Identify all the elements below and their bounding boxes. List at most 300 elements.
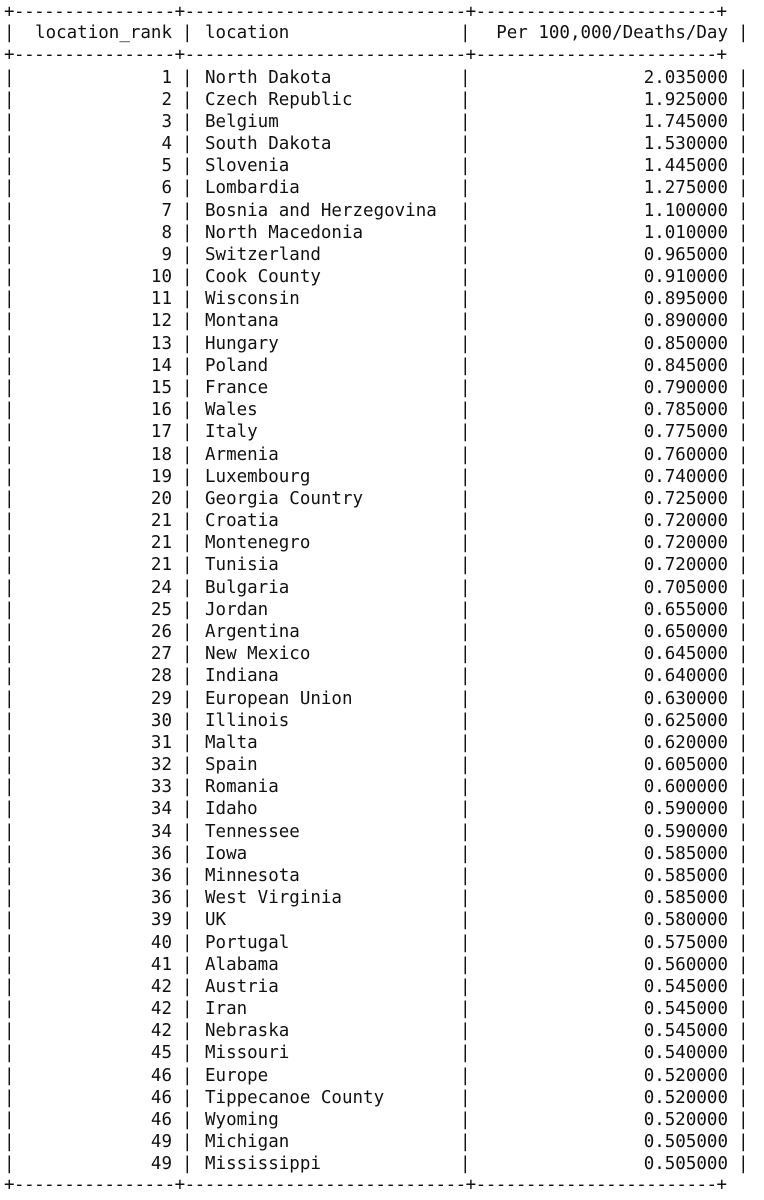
- deaths-value-cell: 0.585000: [643, 888, 728, 909]
- deaths-value-cell: 2.035000: [643, 67, 728, 88]
- pipe: |: [460, 932, 471, 953]
- table-row: [0, 732, 764, 754]
- deaths-value-cell: 0.585000: [643, 843, 728, 864]
- pipe: |: [182, 400, 193, 421]
- deaths-value-cell: 1.010000: [643, 222, 728, 243]
- location-cell: France: [205, 378, 269, 399]
- pipe: |: [182, 178, 193, 199]
- pipe: |: [4, 23, 15, 43]
- pipe: |: [4, 400, 15, 421]
- pipe: |: [738, 755, 749, 776]
- pipe: |: [182, 311, 193, 332]
- pipe: |: [460, 267, 471, 288]
- pipe: |: [738, 488, 749, 509]
- pipe: |: [4, 865, 15, 886]
- location-cell: Tippecanoe County: [205, 1087, 385, 1108]
- pipe: |: [182, 555, 193, 576]
- pipe: |: [4, 311, 15, 332]
- pipe: |: [738, 932, 749, 953]
- table-row: [0, 776, 764, 798]
- deaths-value-cell: 0.545000: [643, 976, 728, 997]
- deaths-value-cell: 0.850000: [643, 333, 728, 354]
- pipe: |: [738, 156, 749, 177]
- deaths-value-cell: 0.620000: [643, 732, 728, 753]
- pipe: |: [460, 599, 471, 620]
- pipe: |: [4, 1065, 15, 1086]
- location-cell: North Dakota: [205, 67, 332, 88]
- pipe: |: [738, 1154, 749, 1175]
- pipe: |: [182, 666, 193, 687]
- location-rank-cell: 41: [150, 954, 172, 975]
- location-rank-cell: 9: [161, 244, 172, 265]
- deaths-value-cell: 0.645000: [643, 644, 728, 665]
- table-row: [0, 532, 764, 554]
- pipe: |: [182, 422, 193, 443]
- pipe: |: [460, 378, 471, 399]
- table-row: [0, 932, 764, 954]
- pipe: |: [738, 244, 749, 265]
- pipe: |: [4, 976, 15, 997]
- deaths-value-cell: 0.560000: [643, 954, 728, 975]
- pipe: |: [4, 666, 15, 687]
- pipe: |: [460, 89, 471, 110]
- location-cell: Michigan: [205, 1132, 290, 1153]
- pipe: |: [738, 67, 749, 88]
- location-cell: Tunisia: [205, 555, 279, 576]
- pipe: |: [738, 355, 749, 376]
- location-rank-cell: 49: [150, 1154, 172, 1175]
- deaths-value-cell: 0.520000: [643, 1109, 728, 1130]
- location-rank-cell: 18: [150, 444, 172, 465]
- pipe: |: [4, 134, 15, 155]
- location-rank-cell: 39: [150, 910, 172, 931]
- pipe: |: [4, 511, 15, 532]
- pipe: |: [182, 954, 193, 975]
- location-rank-cell: 8: [161, 222, 172, 243]
- pipe: |: [4, 533, 15, 554]
- table-row: [0, 798, 764, 820]
- deaths-value-cell: 0.575000: [643, 932, 728, 953]
- table-row: [0, 1020, 764, 1042]
- table-row: [0, 111, 764, 133]
- pipe: |: [4, 466, 15, 487]
- table-row: [0, 89, 764, 111]
- deaths-value-cell: 0.540000: [643, 1043, 728, 1064]
- table-row: [0, 554, 764, 576]
- location-cell: Idaho: [205, 799, 258, 820]
- location-rank-cell: 11: [150, 289, 172, 310]
- deaths-value-cell: 0.590000: [643, 799, 728, 820]
- location-cell: Romania: [205, 777, 279, 798]
- pipe: |: [460, 244, 471, 265]
- pipe: |: [182, 644, 193, 665]
- pipe: |: [738, 200, 749, 221]
- pipe: |: [460, 910, 471, 931]
- pipe: |: [4, 843, 15, 864]
- pipe: |: [182, 799, 193, 820]
- location-cell: Illinois: [205, 710, 290, 731]
- location-cell: Austria: [205, 976, 279, 997]
- location-rank-cell: 24: [150, 577, 172, 598]
- pipe: |: [738, 466, 749, 487]
- pipe: |: [4, 821, 15, 842]
- pipe: |: [738, 1065, 749, 1086]
- pipe: |: [460, 577, 471, 598]
- deaths-value-cell: 0.520000: [643, 1065, 728, 1086]
- location-rank-cell: 28: [150, 666, 172, 687]
- location-cell: Missouri: [205, 1043, 290, 1064]
- pipe: |: [4, 932, 15, 953]
- pipe: |: [738, 732, 749, 753]
- table-row: [0, 1109, 764, 1131]
- location-rank-cell: 15: [150, 378, 172, 399]
- pipe: |: [182, 688, 193, 709]
- table-row: [0, 754, 764, 776]
- pipe: |: [460, 466, 471, 487]
- pipe: |: [738, 400, 749, 421]
- pipe: |: [460, 1065, 471, 1086]
- deaths-value-cell: 0.740000: [643, 466, 728, 487]
- location-rank-cell: 13: [150, 333, 172, 354]
- pipe: |: [182, 533, 193, 554]
- location-cell: Spain: [205, 755, 258, 776]
- location-cell: Switzerland: [205, 244, 321, 265]
- pipe: |: [182, 267, 193, 288]
- pipe: |: [460, 222, 471, 243]
- location-rank-cell: 49: [150, 1132, 172, 1153]
- location-rank-cell: 2: [161, 89, 172, 110]
- pipe: |: [460, 333, 471, 354]
- deaths-value-cell: 0.910000: [643, 267, 728, 288]
- pipe: |: [460, 755, 471, 776]
- location-cell: Montana: [205, 311, 279, 332]
- table-row: [0, 998, 764, 1020]
- pipe: |: [182, 821, 193, 842]
- location-cell: Tennessee: [205, 821, 300, 842]
- pipe: |: [4, 910, 15, 931]
- deaths-value-cell: 1.445000: [643, 156, 728, 177]
- pipe: |: [4, 422, 15, 443]
- pipe: |: [460, 1043, 471, 1064]
- pipe: |: [182, 999, 193, 1020]
- location-cell: South Dakota: [205, 134, 332, 155]
- location-cell: Indiana: [205, 666, 279, 687]
- deaths-value-cell: 0.655000: [643, 599, 728, 620]
- location-cell: Jordan: [205, 599, 269, 620]
- location-rank-cell: 42: [150, 1021, 172, 1042]
- pipe: |: [182, 67, 193, 88]
- pipe: |: [182, 222, 193, 243]
- pipe: |: [738, 688, 749, 709]
- pipe: |: [182, 577, 193, 598]
- deaths-value-cell: 0.785000: [643, 400, 728, 421]
- pipe: |: [4, 222, 15, 243]
- pipe: |: [738, 23, 749, 43]
- pipe: |: [738, 422, 749, 443]
- table-row: [0, 244, 764, 266]
- location-cell: Minnesota: [205, 865, 300, 886]
- table-row: [0, 355, 764, 377]
- deaths-value-cell: 0.725000: [643, 488, 728, 509]
- pipe: |: [182, 466, 193, 487]
- deaths-value-cell: 0.625000: [643, 710, 728, 731]
- pipe: |: [4, 710, 15, 731]
- pipe: |: [460, 355, 471, 376]
- pipe: |: [4, 1087, 15, 1108]
- location-cell: European Union: [205, 688, 353, 709]
- pipe: |: [182, 289, 193, 310]
- pipe: |: [182, 511, 193, 532]
- pipe: |: [738, 1132, 749, 1153]
- deaths-value-cell: 0.520000: [643, 1087, 728, 1108]
- pipe: |: [182, 244, 193, 265]
- pipe: |: [738, 1043, 749, 1064]
- pipe: |: [738, 710, 749, 731]
- location-rank-cell: 19: [150, 466, 172, 487]
- pipe: |: [738, 178, 749, 199]
- pipe: |: [460, 666, 471, 687]
- pipe: |: [460, 1132, 471, 1153]
- pipe: |: [4, 954, 15, 975]
- pipe: |: [182, 134, 193, 155]
- location-cell: Poland: [205, 355, 269, 376]
- pipe: |: [738, 134, 749, 155]
- pipe: |: [460, 888, 471, 909]
- pipe: |: [738, 799, 749, 820]
- pipe: |: [182, 1109, 193, 1130]
- location-cell: Slovenia: [205, 156, 290, 177]
- table-row: [0, 1131, 764, 1153]
- location-rank-cell: 16: [150, 400, 172, 421]
- deaths-value-cell: 0.585000: [643, 865, 728, 886]
- deaths-value-cell: 0.790000: [643, 378, 728, 399]
- location-rank-cell: 3: [161, 111, 172, 132]
- location-rank-cell: 6: [161, 178, 172, 199]
- pipe: |: [4, 1109, 15, 1130]
- location-cell: Malta: [205, 732, 258, 753]
- pipe: |: [4, 888, 15, 909]
- pipe: |: [4, 444, 15, 465]
- pipe: |: [182, 910, 193, 931]
- pipe: |: [738, 289, 749, 310]
- table-border-top: +----------------+----------------------------+------------------------+: [4, 2, 727, 22]
- pipe: |: [182, 1043, 193, 1064]
- table-row: [0, 466, 764, 488]
- table-row: [0, 399, 764, 421]
- table-row: [0, 1087, 764, 1109]
- deaths-value-cell: 0.640000: [643, 666, 728, 687]
- pipe: |: [460, 976, 471, 997]
- pipe: |: [4, 378, 15, 399]
- table-row: [0, 643, 764, 665]
- table-row: [0, 1042, 764, 1064]
- location-cell: Belgium: [205, 111, 279, 132]
- pipe: |: [182, 1154, 193, 1175]
- deaths-value-cell: 1.745000: [643, 111, 728, 132]
- deaths-value-cell: 1.100000: [643, 200, 728, 221]
- location-cell: Mississippi: [205, 1154, 321, 1175]
- pipe: |: [738, 599, 749, 620]
- deaths-value-cell: 0.650000: [643, 622, 728, 642]
- location-cell: Montenegro: [205, 533, 311, 554]
- location-cell: Iran: [205, 999, 248, 1020]
- pipe: |: [182, 932, 193, 953]
- deaths-value-cell: 1.925000: [643, 89, 728, 110]
- deaths-value-cell: 0.545000: [643, 999, 728, 1020]
- table-row: [0, 510, 764, 532]
- table-row: [0, 377, 764, 399]
- pipe: |: [4, 488, 15, 509]
- pipe: |: [182, 23, 193, 43]
- table-row: [0, 200, 764, 222]
- pipe: |: [4, 555, 15, 576]
- deaths-value-cell: 0.705000: [643, 577, 728, 598]
- location-cell: Georgia Country: [205, 488, 364, 509]
- pipe: |: [460, 1087, 471, 1108]
- location-cell: Wisconsin: [205, 289, 300, 310]
- location-rank-cell: 5: [161, 156, 172, 177]
- pipe: |: [4, 777, 15, 798]
- location-rank-cell: 27: [150, 644, 172, 665]
- pipe: |: [460, 289, 471, 310]
- pipe: |: [738, 843, 749, 864]
- location-cell: Hungary: [205, 333, 279, 354]
- location-cell: Cook County: [205, 267, 321, 288]
- pipe: |: [4, 267, 15, 288]
- pipe: |: [460, 555, 471, 576]
- pipe: |: [460, 799, 471, 820]
- table-row: [0, 887, 764, 909]
- table-row: [0, 665, 764, 687]
- location-rank-cell: 21: [150, 533, 172, 554]
- deaths-value-cell: 0.895000: [643, 289, 728, 310]
- table-row: [0, 710, 764, 732]
- location-cell: Czech Republic: [205, 89, 353, 110]
- table-header-row: [0, 22, 764, 44]
- pipe: |: [738, 1109, 749, 1130]
- pipe: |: [182, 200, 193, 221]
- pipe: |: [460, 400, 471, 421]
- pipe: |: [460, 422, 471, 443]
- table-row: [0, 976, 764, 998]
- pipe: |: [182, 777, 193, 798]
- pipe: |: [4, 178, 15, 199]
- pipe: |: [182, 843, 193, 864]
- location-rank-cell: 36: [150, 865, 172, 886]
- location-rank-cell: 40: [150, 932, 172, 953]
- pipe: |: [738, 378, 749, 399]
- deaths-value-cell: 0.720000: [643, 555, 728, 576]
- table-row: [0, 310, 764, 332]
- deaths-value-cell: 0.605000: [643, 755, 728, 776]
- deaths-value-cell: 0.965000: [643, 244, 728, 265]
- location-cell: UK: [205, 910, 227, 931]
- location-rank-cell: 46: [150, 1087, 172, 1108]
- location-cell: Italy: [205, 422, 258, 443]
- pipe: |: [738, 89, 749, 110]
- location-rank-cell: 21: [150, 511, 172, 532]
- location-cell: Nebraska: [205, 1021, 290, 1042]
- pipe: |: [182, 1021, 193, 1042]
- table-row: [0, 133, 764, 155]
- location-cell: Alabama: [205, 954, 279, 975]
- pipe: |: [182, 156, 193, 177]
- pipe: |: [738, 976, 749, 997]
- pipe: |: [182, 755, 193, 776]
- pipe: |: [4, 577, 15, 598]
- table-row: [0, 288, 764, 310]
- deaths-value-cell: 0.890000: [643, 311, 728, 332]
- deaths-value-cell: 0.630000: [643, 688, 728, 709]
- pipe: |: [738, 555, 749, 576]
- pipe: |: [4, 333, 15, 354]
- pipe: |: [738, 577, 749, 598]
- location-rank-cell: 46: [150, 1065, 172, 1086]
- pipe: |: [738, 311, 749, 332]
- deaths-value-cell: 0.775000: [643, 422, 728, 443]
- pipe: |: [4, 156, 15, 177]
- pipe: |: [460, 444, 471, 465]
- location-cell: Wyoming: [205, 1109, 279, 1130]
- pipe: |: [738, 644, 749, 665]
- pipe: |: [460, 200, 471, 221]
- pipe: |: [4, 799, 15, 820]
- pipe: |: [460, 67, 471, 88]
- location-cell: West Virginia: [205, 888, 342, 909]
- location-rank-cell: 17: [150, 422, 172, 443]
- table-row: [0, 266, 764, 288]
- pipe: |: [460, 954, 471, 975]
- pipe: |: [738, 511, 749, 532]
- pipe: |: [4, 688, 15, 709]
- location-rank-cell: 42: [150, 976, 172, 997]
- location-rank-cell: 31: [150, 732, 172, 753]
- pipe: |: [4, 999, 15, 1020]
- location-cell: Portugal: [205, 932, 290, 953]
- location-cell: North Macedonia: [205, 222, 364, 243]
- location-cell: Luxembourg: [205, 466, 311, 487]
- location-rank-cell: 14: [150, 355, 172, 376]
- pipe: |: [460, 156, 471, 177]
- pipe: |: [460, 511, 471, 532]
- location-rank-cell: 12: [150, 311, 172, 332]
- table-row: [0, 621, 764, 643]
- pipe: |: [4, 732, 15, 753]
- pipe: |: [738, 954, 749, 975]
- table-row: [0, 1153, 764, 1175]
- pipe: |: [182, 89, 193, 110]
- pipe: |: [460, 134, 471, 155]
- pipe: |: [4, 355, 15, 376]
- pipe: |: [738, 999, 749, 1020]
- location-cell: Argentina: [205, 622, 300, 642]
- pipe: |: [4, 644, 15, 665]
- pipe: |: [460, 533, 471, 554]
- deaths-value-cell: 0.580000: [643, 910, 728, 931]
- deaths-value-cell: 0.720000: [643, 533, 728, 554]
- table-row: [0, 599, 764, 621]
- pipe: |: [738, 666, 749, 687]
- pipe: |: [182, 599, 193, 620]
- pipe: |: [738, 865, 749, 886]
- pipe: |: [4, 89, 15, 110]
- pipe: |: [738, 622, 749, 642]
- header-deaths-per-100k: Per 100,000/Deaths/Day: [496, 23, 728, 43]
- deaths-value-cell: 0.845000: [643, 355, 728, 376]
- header-location-rank: location_rank: [35, 23, 172, 43]
- table-row: [0, 488, 764, 510]
- pipe: |: [182, 1087, 193, 1108]
